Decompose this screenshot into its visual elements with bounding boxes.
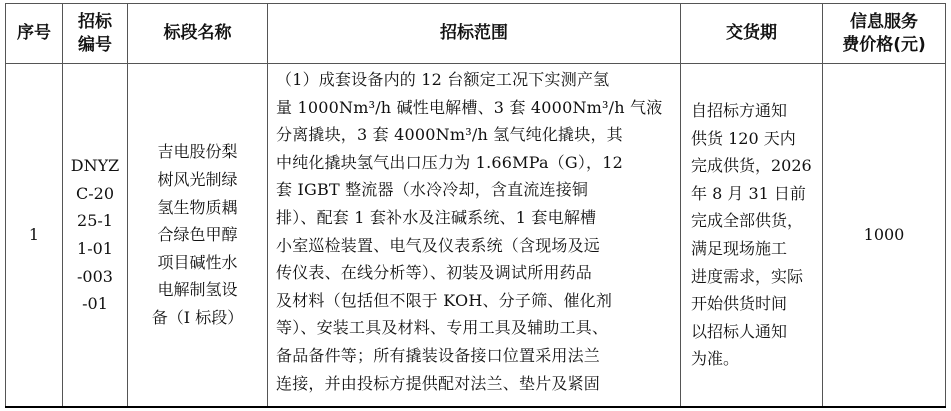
tender-table — [5, 3, 946, 408]
header-scope: 招标范围 — [268, 4, 681, 64]
text-line: 小室巡检装置、电气及仪表系统（含现场及远 — [276, 235, 601, 255]
header-seq: 序号 — [6, 4, 63, 64]
text-line: 完成全部供货， — [691, 211, 804, 231]
text-line: C-20 — [75, 183, 114, 203]
text-line: 量 1000Nm³/h 碱性电解槽、3 套 4000Nm³/h 气液 — [276, 97, 663, 117]
header-code-line: 招标 — [78, 11, 112, 32]
text-line: 传仪表、在线分析等）、初装及调试所用药品 — [276, 263, 593, 283]
header-row — [6, 4, 946, 64]
text-line: 1-01 — [77, 239, 113, 258]
header-code — [63, 4, 128, 64]
text-line: 备（I 标段） — [151, 307, 244, 327]
text-line: 合绿色甲醇 — [157, 225, 238, 245]
header-fee — [823, 4, 946, 64]
text-line: 及材料（包括但不限于 KOH、分子筛、催化剂 — [276, 290, 613, 310]
header-delivery: 交货期 — [681, 4, 823, 64]
text-line: 氢生物质耦 — [157, 197, 238, 217]
text-line: 满足现场施工 — [691, 239, 788, 258]
cell-delivery — [681, 64, 823, 408]
text-line: 项目碱性水 — [157, 252, 238, 272]
text-line: 进度需求，实际 — [691, 266, 804, 286]
header-name: 标段名称 — [128, 4, 268, 64]
text-line: （1）成套设备内的 12 台额定工况下实测产氢 — [276, 70, 610, 89]
cell-fee: 1000 — [823, 64, 946, 408]
text-line: 树风光制绿 — [157, 170, 238, 190]
text-line: 自招标方通知 — [691, 101, 788, 121]
text-line: 备品备件等；所有撬装设备接口位置采用法兰 — [276, 345, 601, 365]
header-fee-line: 信息服务 — [850, 11, 918, 32]
table-row — [6, 64, 946, 408]
text-line: DNYZ — [70, 156, 120, 176]
text-line: 吉电股份梨 — [157, 142, 238, 162]
header-fee-line: 费价格(元) — [842, 34, 926, 55]
cell-scope — [268, 64, 681, 408]
text-line: 开始供货时间 — [691, 294, 788, 314]
text-line: 完成供货，2026 — [691, 156, 812, 176]
text-line: 等）、安装工具及材料、专用工具及辅助工具、 — [276, 318, 609, 338]
cell-name — [128, 64, 268, 408]
text-line: -01 — [82, 294, 108, 314]
text-line: 25-1 — [77, 211, 113, 231]
text-line: 供货 120 天内 — [691, 128, 796, 148]
cell-code — [63, 64, 128, 408]
text-line: 电解制氢设 — [157, 280, 238, 300]
text-line: 年 8 月 31 日前 — [691, 183, 806, 203]
text-line: 中纯化撬块氢气出口压力为 1.66MPa（G），12 — [276, 152, 624, 172]
text-line: 排）、配套 1 套补水及注碱系统、1 套电解槽 — [276, 207, 597, 227]
text-line: 以招标人通知 — [691, 321, 788, 341]
text-line: 为准。 — [691, 349, 740, 369]
text-line: 分离撬块，3 套 4000Nm³/h 氢气纯化撬块，其 — [276, 125, 623, 145]
text-line: 套 IGBT 整流器（水冷冷却，含直流连接铜 — [276, 180, 589, 200]
cell-seq: 1 — [6, 64, 63, 408]
text-line: -003 — [77, 266, 113, 286]
text-line: 连接，并由投标方提供配对法兰、垫片及紧固 — [276, 373, 601, 393]
header-code-line: 编号 — [78, 34, 112, 55]
